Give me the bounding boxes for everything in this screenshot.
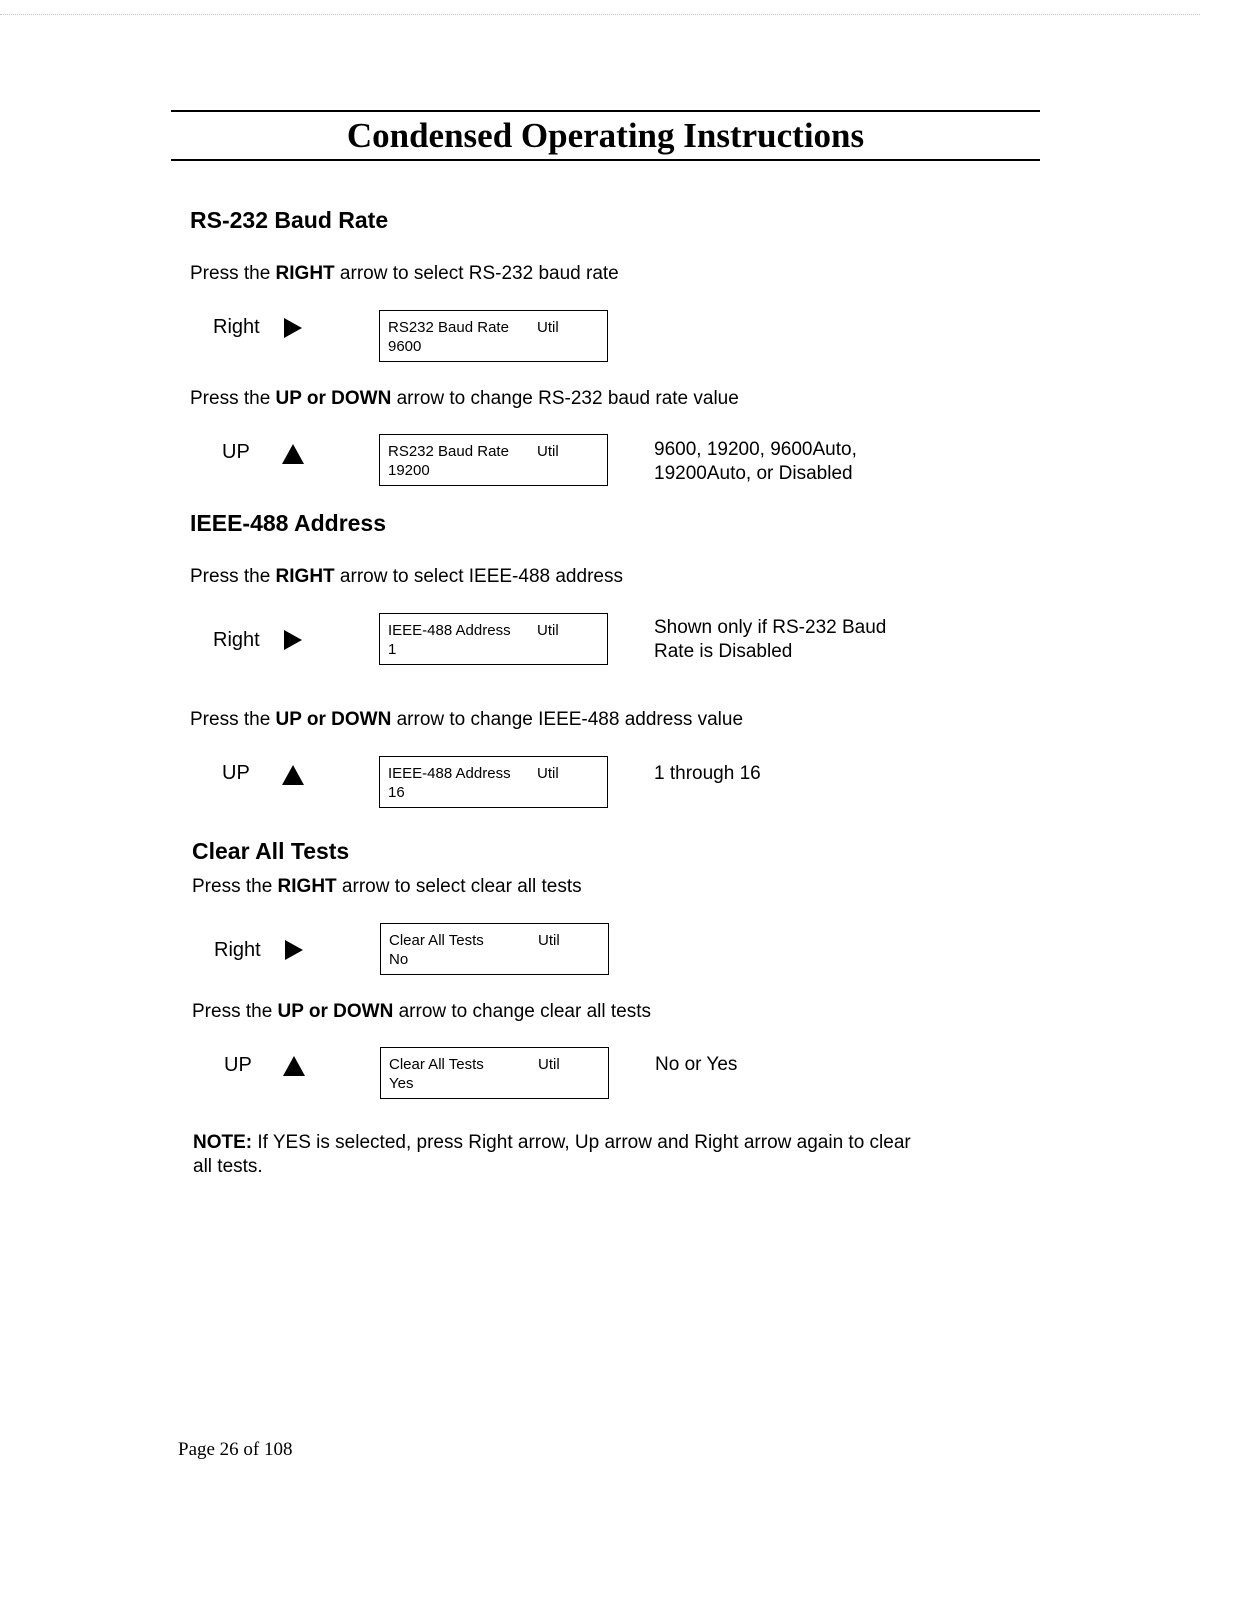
key-label-up: UP	[222, 441, 250, 463]
lcd-line2: 1	[388, 641, 397, 658]
lcd-mode-tag: Util	[537, 319, 559, 336]
instruction-clear-change: Press the UP or DOWN arrow to change clear all tests	[192, 1001, 651, 1022]
lcd-display	[379, 434, 608, 486]
instruction-ieee-change: Press the UP or DOWN arrow to change IEEE-488 address value	[190, 709, 744, 730]
key-label-right: Right	[213, 629, 260, 651]
up-arrow-icon	[282, 765, 304, 785]
lcd-line2: No	[389, 951, 409, 968]
value-options-note: No or Yes	[655, 1054, 738, 1075]
title-block	[171, 110, 1040, 161]
right-arrow-icon	[285, 940, 303, 960]
final-note	[193, 1131, 913, 1179]
scan-speckle-line	[0, 14, 1200, 15]
key-label-right: Right	[213, 316, 260, 338]
lcd-display	[379, 756, 608, 808]
value-options-note: 9600, 19200, 9600Auto, 19200Auto, or Disabled	[654, 439, 857, 484]
right-arrow-icon	[284, 630, 302, 650]
lcd-display	[379, 613, 608, 665]
section-heading-rs232: RS-232 Baud Rate	[190, 207, 389, 233]
lcd-mode-tag: Util	[537, 443, 559, 460]
instruction-ieee-select: Press the RIGHT arrow to select IEEE-488 address	[190, 566, 623, 587]
instruction-clear-select: Press the RIGHT arrow to select clear all tests	[192, 876, 582, 897]
lcd-line1: Clear All Tests	[389, 1056, 484, 1073]
lcd-line2: 9600	[388, 338, 422, 355]
section-heading-clear-tests: Clear All Tests	[192, 838, 350, 864]
lcd-display	[380, 923, 609, 975]
key-label-right: Right	[214, 939, 261, 961]
lcd-mode-tag: Util	[538, 1056, 560, 1073]
lcd-display	[379, 310, 608, 362]
visibility-note: Shown only if RS-232 Baud Rate is Disabled	[654, 617, 887, 662]
instruction-rs232-select: Press the RIGHT arrow to select RS-232 baud rate	[190, 263, 619, 284]
lcd-line2: 19200	[388, 462, 430, 479]
lcd-line2: 16	[388, 784, 405, 801]
page-number: Page 26 of 108	[178, 1439, 293, 1460]
instruction-rs232-change: Press the UP or DOWN arrow to change RS-232 baud rate value	[190, 388, 739, 409]
section-heading-ieee488: IEEE-488 Address	[190, 510, 387, 536]
note-text: If YES is selected, press Right arrow, Up arrow and Right arrow again to clear all tests.	[193, 1132, 911, 1177]
key-label-up: UP	[224, 1054, 252, 1076]
lcd-line1: IEEE-488 Address	[388, 622, 511, 639]
up-arrow-icon	[282, 444, 304, 464]
lcd-mode-tag: Util	[537, 765, 559, 782]
key-label-up: UP	[222, 762, 250, 784]
lcd-line1: RS232 Baud Rate	[388, 443, 509, 460]
lcd-line1: Clear All Tests	[389, 932, 484, 949]
lcd-mode-tag: Util	[538, 932, 560, 949]
lcd-line2: Yes	[389, 1075, 414, 1092]
right-arrow-icon	[284, 318, 302, 338]
lcd-mode-tag: Util	[537, 622, 559, 639]
page-title: Condensed Operating Instructions	[346, 116, 865, 155]
lcd-display	[380, 1047, 609, 1099]
lcd-line1: IEEE-488 Address	[388, 765, 511, 782]
up-arrow-icon	[283, 1056, 305, 1076]
lcd-line1: RS232 Baud Rate	[388, 319, 509, 336]
value-range-note: 1 through 16	[654, 763, 761, 784]
note-label: NOTE:	[193, 1132, 253, 1153]
